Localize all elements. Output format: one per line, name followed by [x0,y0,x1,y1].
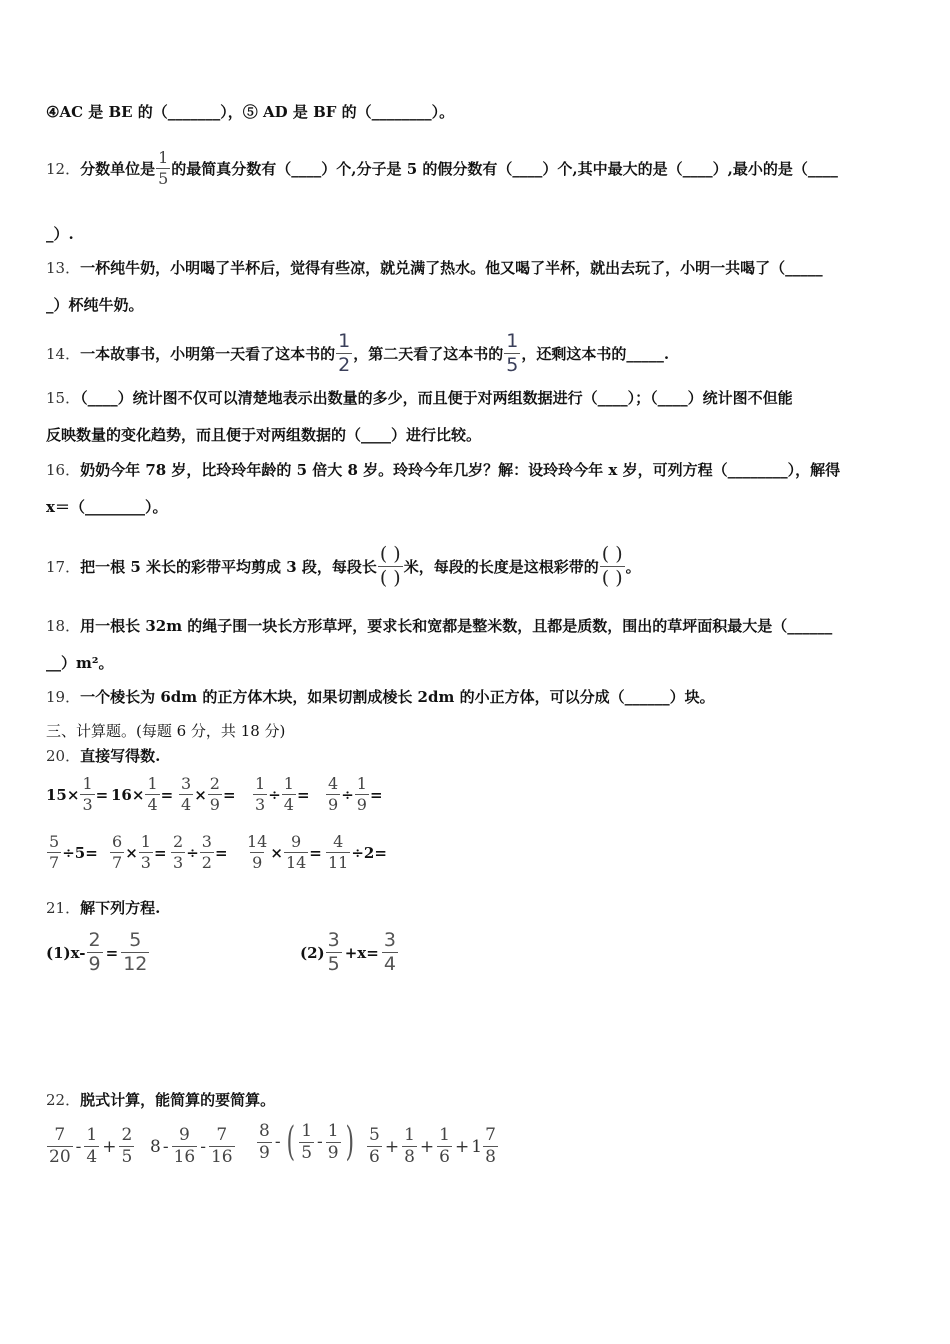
frac-den: 16 [210,1147,233,1167]
q15-line1 [46,388,793,408]
frac-num: 6 [112,832,123,851]
q19-text-a: 一个棱长为 6dm 的正方体木块，如果切割成棱长 2dm 的小正方体，可以分成（______）块。 [80,688,715,706]
fraction-2 [382,931,398,974]
frac-num: 7 [216,1125,228,1145]
fraction [47,834,61,871]
frac-den: 2 [338,354,351,376]
frac-num: ( ) [379,543,401,565]
frac-num: 9 [291,832,302,851]
frac-num: 2 [209,774,220,793]
q17-text-c: 。 [625,557,641,576]
q17-line [46,545,641,588]
frac-den: 16 [173,1147,196,1167]
fraction-2 [84,1127,99,1166]
q14-number: 14． [46,344,81,363]
frac-den: 9 [327,1142,339,1163]
whole-number: 1 [471,1136,483,1157]
frac-den: 5 [301,1142,313,1163]
q13-line1 [46,258,823,278]
frac-num: ( ) [601,543,623,565]
frac-num: 5 [129,929,142,951]
frac-num: 4 [328,774,339,793]
frac-den: 14 [285,853,307,872]
whole-part: 16× [111,785,145,804]
q13-line2: _）杯纯牛奶。 [46,296,144,314]
frac-num: 1 [147,774,158,793]
operator: ÷ [341,785,354,804]
q19-line [46,687,715,707]
operator: ÷ [268,785,281,804]
fraction-2 [209,1127,235,1166]
q12-fraction [156,150,170,187]
q21-equation-1 [46,931,150,974]
fraction-1 [87,931,103,974]
q13-text-a: 一杯纯牛奶，小明喝了半杯后，觉得有些凉，就兑满了热水。他又喝了半杯，就出去玩了，小明一共喝了（_____ [80,259,823,277]
frac-num: 3 [327,929,340,951]
frac-den: 9 [209,795,220,814]
frac-num: 3 [201,832,212,851]
equals: = [296,785,310,804]
frac-den: 5 [121,1147,133,1167]
fraction [80,776,94,813]
frac-den: 9 [88,953,101,975]
frac-den: 3 [140,853,151,872]
frac-den: 8 [404,1147,415,1167]
q12-text-a: 分数单位是 [80,159,156,178]
q12-line2: _）. [46,225,74,243]
tail: ÷2= [351,843,387,862]
section-3-heading: 三、计算题。(每题 6 分，共 18 分) [46,722,286,740]
q22-title-text: 脱式计算，能简算的要简算。 [80,1091,276,1109]
frac-den: ( ) [379,567,401,589]
fraction-4 [483,1127,498,1166]
frac-den: 2 [201,853,212,872]
q20-item-7 [109,834,167,871]
frac-num: 7 [54,1125,66,1145]
fraction-1 [172,1127,198,1166]
q20-item-6 [46,834,98,871]
q21-title [46,898,160,918]
frac-den: 6 [369,1147,380,1167]
q17-text-a: 把一根 5 米长的彩带平均剪成 3 段，每段长 [80,557,377,576]
fraction-2 [208,776,222,813]
frac-num: 1 [356,774,367,793]
q16-number: 16． [46,461,81,479]
frac-num: 1 [82,774,93,793]
fraction-1 [47,1127,73,1166]
frac-num: 3 [383,929,396,951]
q20-item-1 [46,776,108,813]
operator: + [454,1136,470,1157]
frac-num: 1 [283,774,294,793]
q22-expression-4 [366,1127,499,1166]
q14-text-b: ，第二天看了这本书的 [353,344,504,363]
equation-prefix: (1)x- [46,943,86,962]
equals: = [309,843,322,862]
frac-den: 8 [485,1147,496,1167]
operator: × [270,843,283,862]
fraction-1 [110,834,124,871]
frac-num: 1 [255,774,266,793]
frac-num: 1 [404,1125,415,1145]
q15-number: 15． [46,389,81,407]
fraction-1 [326,931,342,974]
frac-num: 2 [173,832,184,851]
q20-item-5 [325,776,383,813]
operator: × [194,785,207,804]
operator: - [162,1136,169,1157]
q18-text-a: 用一根长 32m 的绳子围一块长方形草坪，要求长和宽都是整米数，且都是质数，围出的草坪面积最大是（______ [80,617,833,635]
fraction-2 [121,931,149,974]
fraction-2 [282,776,296,813]
q20-title-text: 直接写得数. [80,747,161,765]
whole-number: 8 [150,1136,161,1157]
fraction-3 [437,1127,452,1166]
equals: = [369,785,383,804]
whole-part: 15× [46,785,80,804]
q20-item-10 [325,834,387,871]
q22-number: 22． [46,1091,81,1109]
fraction-2 [299,1120,314,1163]
operator: - [200,1136,206,1157]
operator: × [125,843,138,862]
operator: + [419,1136,435,1157]
q14-line [46,332,669,375]
q14-text-c: ，还剩这本书的_____. [521,344,670,363]
q12-number: 12． [46,159,81,178]
frac-num: 1 [506,330,519,352]
q18-number: 18． [46,617,81,635]
frac-num: 2 [88,929,101,951]
frac-num: 1 [338,330,351,352]
fraction-1 [257,1120,272,1163]
q21-number: 21． [46,899,81,917]
fraction-1 [326,776,340,813]
right-paren-icon: ) [345,1119,354,1165]
frac-den: 4 [283,795,294,814]
frac-den: 5 [506,354,519,376]
frac-num: 1 [158,148,169,167]
q20-number: 20． [46,747,81,765]
frac-den: 4 [147,795,158,814]
q15-text-a: （____）统计图不仅可以清楚地表示出数量的多少，而且便于对两组数据进行（____）；（____）统计图不但能 [80,389,793,407]
fraction-2 [402,1127,417,1166]
frac-den: 5 [158,169,169,188]
q14-text-a: 一本故事书，小明第一天看了这本书的 [80,344,336,363]
q17-blank-fraction-2 [600,545,625,588]
equals: = [160,785,174,804]
frac-den: 3 [82,795,93,814]
q20-item-2 [111,776,173,813]
fraction-2 [139,834,153,871]
q20-item-4 [252,776,310,813]
fraction-3 [119,1127,134,1166]
operator: - [75,1136,82,1157]
left-paren-icon: ( [286,1119,295,1165]
q17-text-b: 米，每段的长度是这根彩带的 [403,557,599,576]
q17-number: 17． [46,557,81,576]
frac-num: 1 [86,1125,98,1145]
frac-num: 4 [333,832,344,851]
q15-line2: 反映数量的变化趋势，而且便于对两组数据的（____）进行比较。 [46,426,482,444]
equals: = [153,843,167,862]
frac-den: ( ) [601,567,623,589]
q12-text-b: 的最简真分数有（____）个,分子是 5 的假分数有（____）个,其中最大的是（____）,最小的是（____ [171,159,838,178]
equals: = [222,785,236,804]
q16-text-a: 奶奶今年 78 岁，比玲玲年龄的 5 倍大 8 岁。玲玲今年几岁？解：设玲玲今年 x 岁，可列方程（________），解得 [80,461,841,479]
q20-item-8 [170,834,228,871]
frac-den: 7 [112,853,123,872]
operator: ÷ [186,843,199,862]
fraction-1 [171,834,185,871]
frac-num: 8 [259,1120,270,1141]
equals: = [95,785,109,804]
frac-den: 9 [252,853,263,872]
q13-number: 13． [46,259,81,277]
frac-num: 1 [327,1120,339,1141]
fraction-2 [355,776,369,813]
q14-fraction-1 [336,332,352,375]
equation-prefix: (2) [300,943,325,962]
frac-den: 20 [49,1147,71,1167]
q20-title [46,746,160,766]
frac-num: 14 [247,832,268,851]
q22-expression-3 [256,1119,357,1165]
frac-num: 9 [178,1125,190,1145]
frac-den: 11 [328,853,349,872]
frac-den: 5 [327,953,340,975]
frac-den: 3 [173,853,184,872]
fraction-1 [367,1127,382,1166]
q17-blank-fraction-1 [378,545,403,588]
frac-num: 1 [301,1120,313,1141]
q21-title-text: 解下列方程. [80,899,161,917]
q21-equation-2 [300,931,399,974]
q18-line2: __）m²。 [46,654,114,672]
frac-den: 3 [255,795,266,814]
q19-number: 19． [46,688,81,706]
frac-num: 5 [49,832,60,851]
fraction-1 [245,834,269,871]
q22-expression-1 [46,1127,135,1166]
operator: - [317,1132,323,1152]
q14-fraction-2 [504,332,520,375]
fraction [145,776,159,813]
frac-den: 12 [123,953,148,975]
q18-line1 [46,616,832,636]
q11-tail: ④AC 是 BE 的（_______），⑤ AD 是 BF 的（________）。 [46,103,455,121]
operator: + [102,1136,117,1157]
q16-line1 [46,460,840,480]
frac-num: 3 [181,774,192,793]
fraction-2 [200,834,214,871]
frac-den: 9 [259,1142,270,1163]
plus-x-equals: +x= [344,943,379,962]
q12-line1 [46,150,838,187]
frac-den: 9 [356,795,367,814]
q20-item-9 [244,834,322,871]
frac-num: 5 [369,1125,380,1145]
frac-den: 4 [86,1147,98,1167]
q20-item-3 [178,776,236,813]
frac-num: 2 [121,1125,133,1145]
frac-den: 4 [181,795,192,814]
q22-expression-2 [150,1127,236,1166]
fraction-1 [253,776,267,813]
fraction [326,834,350,871]
equals: = [214,843,228,862]
tail: ÷5= [62,843,98,862]
q22-title [46,1090,275,1110]
fraction-2 [284,834,308,871]
fraction-1 [179,776,193,813]
fraction-3 [326,1120,341,1163]
frac-num: 7 [485,1125,496,1145]
frac-num: 1 [439,1125,450,1145]
frac-den: 7 [49,853,60,872]
operator: - [274,1132,281,1152]
q16-line2: x＝（________）。 [46,498,168,516]
equals: = [105,943,119,962]
frac-den: 6 [439,1147,450,1167]
frac-den: 9 [328,795,339,814]
operator: + [384,1136,400,1157]
frac-den: 4 [383,953,396,975]
frac-num: 1 [140,832,151,851]
